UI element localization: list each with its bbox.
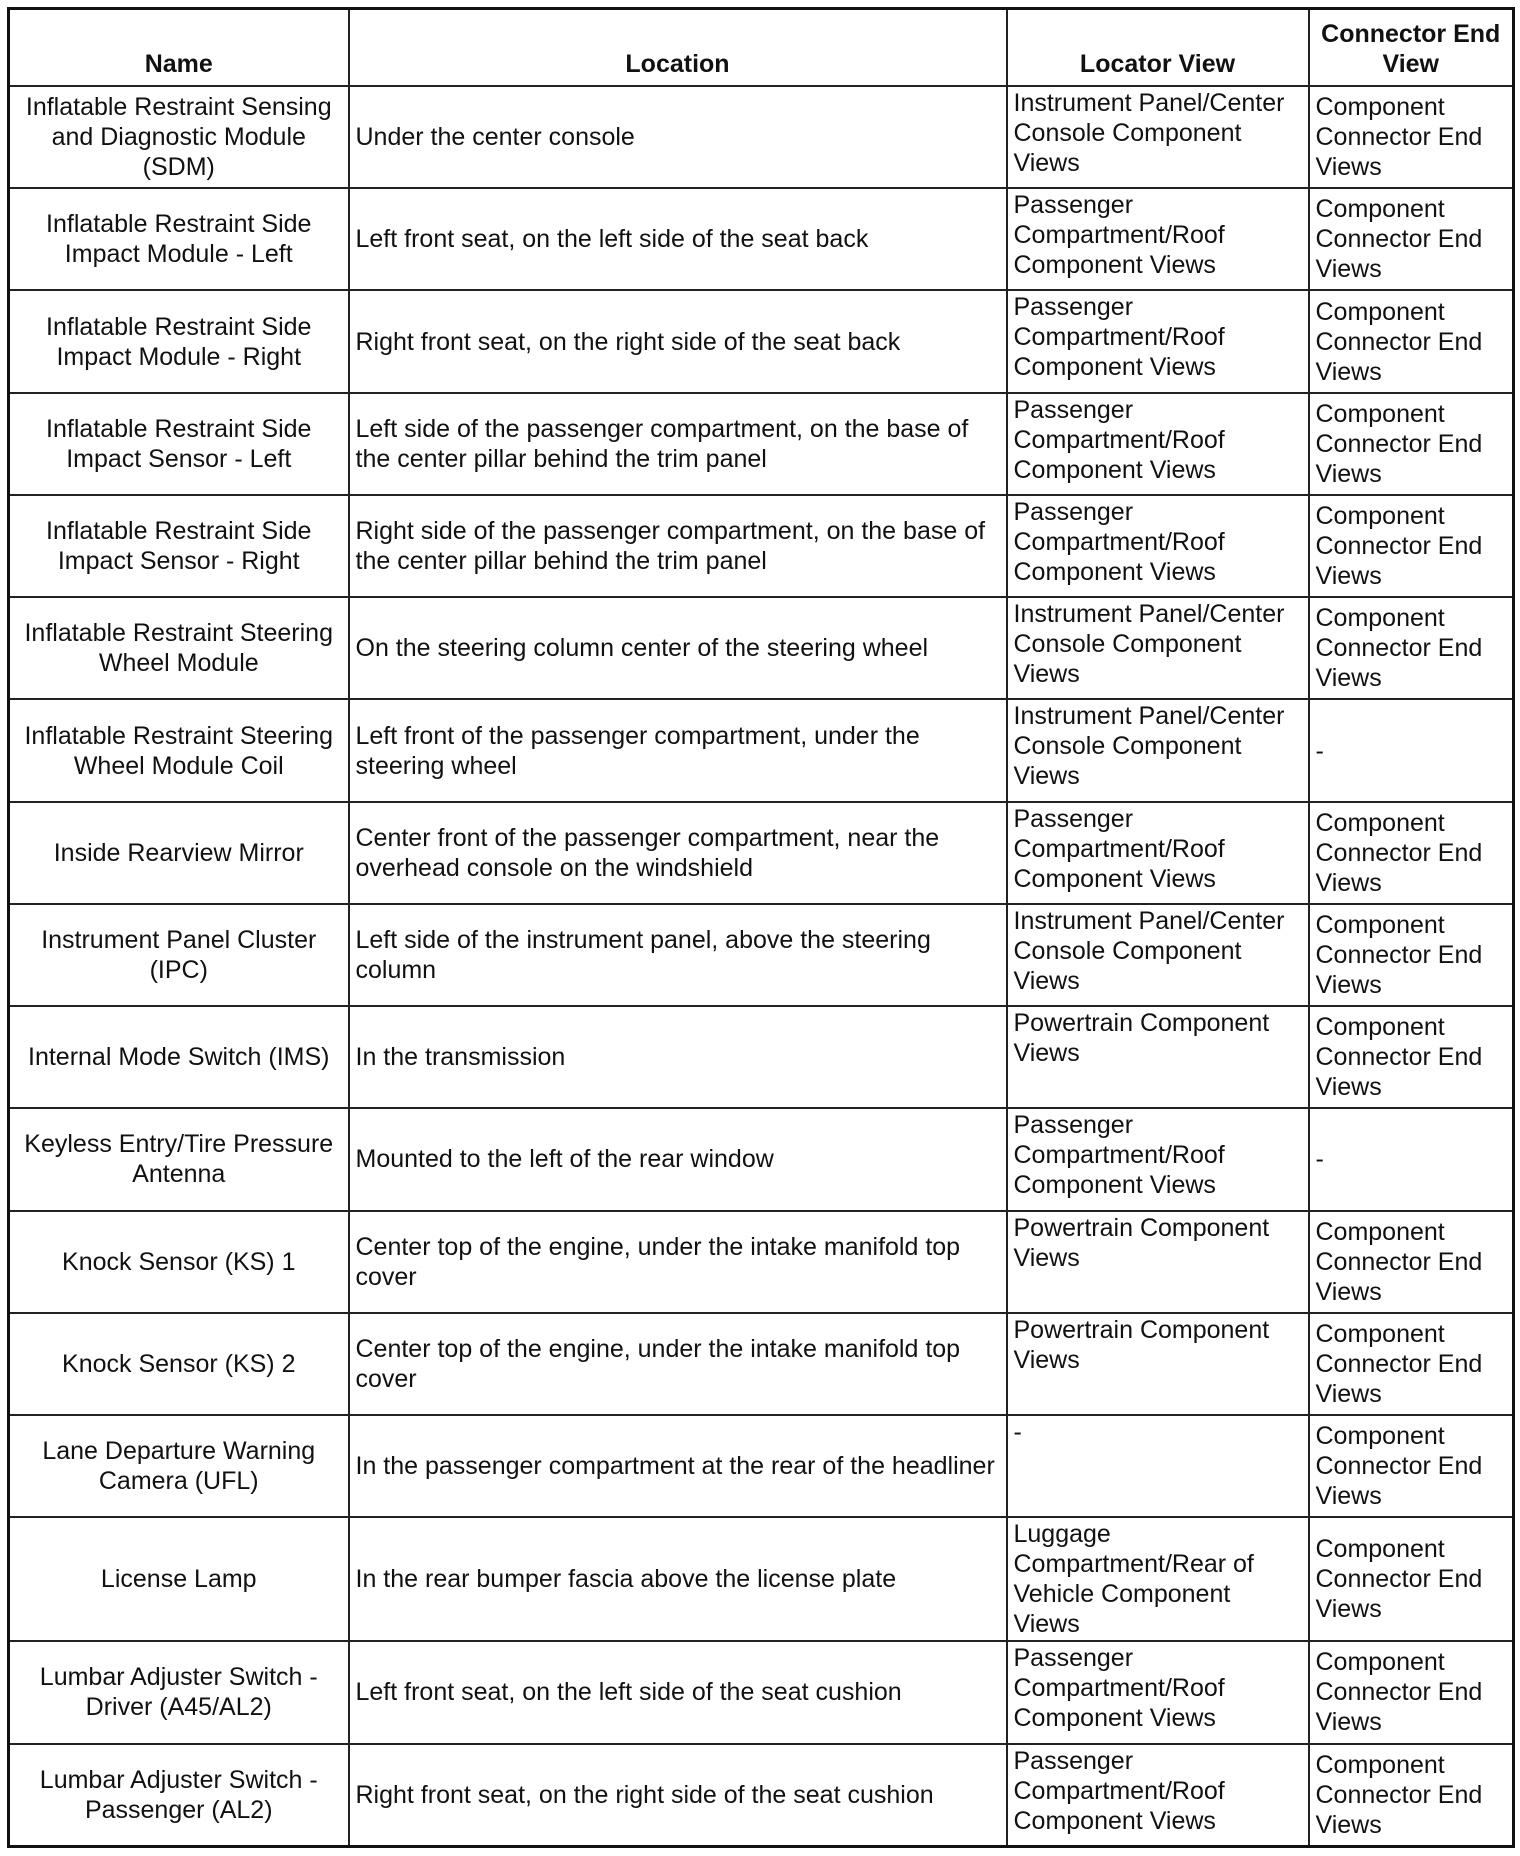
cell-name: Keyless Entry/Tire Pressure Antenna [9,1108,349,1210]
cell-location: Right front seat, on the right side of the seat back [349,290,1007,392]
cell-name: Inflatable Restraint Steering Wheel Module [9,597,349,699]
table-header-row [9,9,1514,87]
cell-connector-end-view: Component Connector End Views [1309,1517,1514,1641]
cell-location: Right side of the passenger compartment, on the base of the center pillar behind the trim panel [349,495,1007,597]
table-row [9,1211,1514,1313]
cell-connector-end-view: Component Connector End Views [1309,393,1514,495]
cell-name: Inflatable Restraint Sensing and Diagnostic Module (SDM) [9,86,349,188]
cell-location: In the transmission [349,1006,1007,1108]
table-row [9,1517,1514,1641]
table-row [9,1108,1514,1210]
cell-locator-view: Powertrain Component Views [1007,1006,1309,1108]
component-locator-table [7,7,1515,1848]
cell-locator-view: - [1007,1415,1309,1517]
cell-location: Left front seat, on the left side of the seat back [349,188,1007,290]
cell-locator-view: Passenger Compartment/Roof Component Views [1007,1744,1309,1847]
cell-name: Inflatable Restraint Side Impact Module - Left [9,188,349,290]
cell-location: Center front of the passenger compartment, near the overhead console on the windshield [349,802,1007,904]
component-locator-sheet [7,7,1512,1848]
cell-locator-view: Powertrain Component Views [1007,1313,1309,1415]
header-locator-view: Locator View [1007,9,1309,87]
header-name: Name [9,9,349,87]
cell-connector-end-view: Component Connector End Views [1309,1313,1514,1415]
cell-location: Center top of the engine, under the intake manifold top cover [349,1313,1007,1415]
cell-locator-view: Instrument Panel/Center Console Component Views [1007,86,1309,188]
cell-name: Lane Departure Warning Camera (UFL) [9,1415,349,1517]
cell-location: Right front seat, on the right side of the seat cushion [349,1744,1007,1847]
cell-name: Internal Mode Switch (IMS) [9,1006,349,1108]
cell-name: Instrument Panel Cluster (IPC) [9,904,349,1006]
cell-locator-view: Passenger Compartment/Roof Component Views [1007,1108,1309,1210]
cell-location: Left front of the passenger compartment, under the steering wheel [349,699,1007,801]
cell-locator-view: Passenger Compartment/Roof Component Views [1007,393,1309,495]
cell-location: Under the center console [349,86,1007,188]
cell-locator-view: Passenger Compartment/Roof Component Views [1007,1641,1309,1743]
cell-name: Inside Rearview Mirror [9,802,349,904]
cell-name: Inflatable Restraint Side Impact Sensor - Left [9,393,349,495]
cell-locator-view: Instrument Panel/Center Console Component Views [1007,699,1309,801]
cell-location: Mounted to the left of the rear window [349,1108,1007,1210]
cell-connector-end-view: Component Connector End Views [1309,86,1514,188]
table-row [9,904,1514,1006]
table-row [9,290,1514,392]
cell-location: Left front seat, on the left side of the seat cushion [349,1641,1007,1743]
cell-connector-end-view: Component Connector End Views [1309,290,1514,392]
cell-location: In the passenger compartment at the rear of the headliner [349,1415,1007,1517]
table-row [9,1006,1514,1108]
cell-connector-end-view: - [1309,1108,1514,1210]
cell-connector-end-view: Component Connector End Views [1309,1744,1514,1847]
table-row [9,86,1514,188]
cell-location: Center top of the engine, under the intake manifold top cover [349,1211,1007,1313]
table-row [9,393,1514,495]
header-location: Location [349,9,1007,87]
cell-name: Lumbar Adjuster Switch - Passenger (AL2) [9,1744,349,1847]
cell-name: Inflatable Restraint Side Impact Module - Right [9,290,349,392]
cell-connector-end-view: Component Connector End Views [1309,802,1514,904]
cell-name: Knock Sensor (KS) 2 [9,1313,349,1415]
table-row [9,699,1514,801]
cell-name: License Lamp [9,1517,349,1641]
cell-name: Inflatable Restraint Steering Wheel Module Coil [9,699,349,801]
cell-connector-end-view: Component Connector End Views [1309,495,1514,597]
table-row [9,495,1514,597]
cell-location: Left side of the instrument panel, above the steering column [349,904,1007,1006]
cell-locator-view: Passenger Compartment/Roof Component Views [1007,802,1309,904]
cell-locator-view: Luggage Compartment/Rear of Vehicle Component Views [1007,1517,1309,1641]
table-row [9,1313,1514,1415]
header-connector-end-view: Connector End View [1309,9,1514,87]
table-row [9,1744,1514,1847]
cell-connector-end-view: Component Connector End Views [1309,1211,1514,1313]
cell-connector-end-view: Component Connector End Views [1309,1006,1514,1108]
cell-locator-view: Passenger Compartment/Roof Component Views [1007,188,1309,290]
cell-locator-view: Passenger Compartment/Roof Component Views [1007,290,1309,392]
table-row [9,597,1514,699]
cell-location: In the rear bumper fascia above the license plate [349,1517,1007,1641]
cell-name: Inflatable Restraint Side Impact Sensor - Right [9,495,349,597]
cell-connector-end-view: Component Connector End Views [1309,1641,1514,1743]
cell-connector-end-view: Component Connector End Views [1309,904,1514,1006]
cell-connector-end-view: - [1309,699,1514,801]
cell-locator-view: Powertrain Component Views [1007,1211,1309,1313]
table-body [9,86,1514,1847]
table-row [9,802,1514,904]
cell-connector-end-view: Component Connector End Views [1309,597,1514,699]
table-row [9,188,1514,290]
cell-locator-view: Instrument Panel/Center Console Component Views [1007,597,1309,699]
cell-locator-view: Instrument Panel/Center Console Component Views [1007,904,1309,1006]
cell-name: Knock Sensor (KS) 1 [9,1211,349,1313]
cell-location: On the steering column center of the steering wheel [349,597,1007,699]
table-row [9,1641,1514,1743]
cell-connector-end-view: Component Connector End Views [1309,1415,1514,1517]
cell-locator-view: Passenger Compartment/Roof Component Views [1007,495,1309,597]
cell-location: Left side of the passenger compartment, on the base of the center pillar behind the trim panel [349,393,1007,495]
cell-connector-end-view: Component Connector End Views [1309,188,1514,290]
table-row [9,1415,1514,1517]
cell-name: Lumbar Adjuster Switch - Driver (A45/AL2) [9,1641,349,1743]
